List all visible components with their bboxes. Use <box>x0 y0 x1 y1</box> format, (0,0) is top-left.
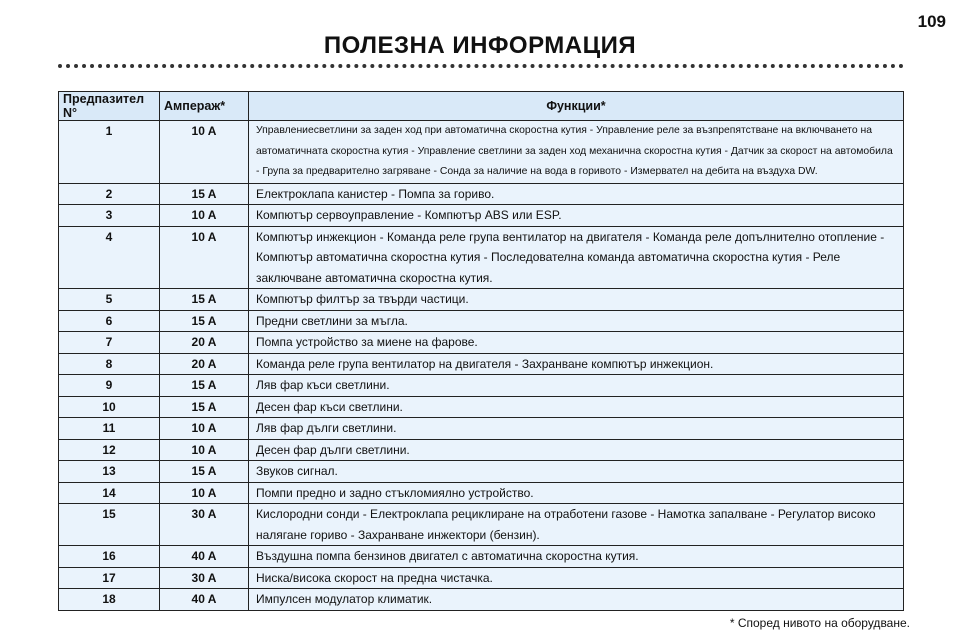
function-cell: Ниска/висока скорост на предна чистачка. <box>249 567 904 589</box>
function-cell: Десен фар дълги светлини. <box>249 439 904 461</box>
table-row <box>59 546 904 568</box>
function-cell: Звуков сигнал. <box>249 461 904 483</box>
fuse-number-cell: 7 <box>59 332 160 354</box>
amperage-cell: 10 A <box>160 482 249 504</box>
title-divider <box>58 64 904 68</box>
fuse-number-cell: 17 <box>59 567 160 589</box>
amperage-cell: 10 A <box>160 205 249 227</box>
fuse-number-cell: 13 <box>59 461 160 483</box>
table-row <box>59 183 904 205</box>
function-cell: Управлениесветлини за заден ход при автоматична скоростна кутия - Управление реле за възпрепятстване на включването на автоматичната скоростна кутия - Управление светлини за заден ход механична скоростна кутия - Датчик за скорост на автомобила - Група за предварително загряване - Сонда за наличие на вода в горивото - Измервател на дебита на въздуха DW. <box>249 121 904 184</box>
fuse-number-cell: 15 <box>59 504 160 546</box>
header-amperage: Ампераж* <box>160 92 249 121</box>
function-cell: Импулсен модулатор климатик. <box>249 589 904 611</box>
fuse-number-cell: 4 <box>59 226 160 289</box>
function-cell: Десен фар къси светлини. <box>249 396 904 418</box>
footnote: * Според нивото на оборудване. <box>729 616 910 630</box>
table-row <box>59 461 904 483</box>
table-row <box>59 121 904 184</box>
amperage-cell: 15 A <box>160 310 249 332</box>
fuse-number-cell: 5 <box>59 289 160 311</box>
table-row <box>59 418 904 440</box>
table-body <box>59 121 904 611</box>
table-row <box>59 226 904 289</box>
amperage-cell: 30 A <box>160 504 249 546</box>
function-cell: Компютър инжекцион - Команда реле група вентилатор на двигателя - Команда реле допълнително отопление - Компютър автоматична скоростна кутия - Последователна команда автоматична скоростна кутия - Реле заключване автоматична скоростна кутия. <box>249 226 904 289</box>
header-fuse-number: Предпазител N° <box>59 92 160 121</box>
function-cell: Компютър сервоуправление - Компютър ABS или ESP. <box>249 205 904 227</box>
amperage-cell: 15 A <box>160 375 249 397</box>
amperage-cell: 15 A <box>160 461 249 483</box>
fuse-table <box>58 91 904 611</box>
amperage-cell: 30 A <box>160 567 249 589</box>
function-cell: Кислородни сонди - Електроклапа рециклиране на отработени газове - Намотка запалване - Регулатор високо налягане гориво - Захранване инжектори (бензин). <box>249 504 904 546</box>
function-cell: Ляв фар къси светлини. <box>249 375 904 397</box>
fuse-number-cell: 11 <box>59 418 160 440</box>
table-row <box>59 567 904 589</box>
amperage-cell: 15 A <box>160 183 249 205</box>
table-row <box>59 439 904 461</box>
fuse-number-cell: 8 <box>59 353 160 375</box>
function-cell: Електроклапа канистер - Помпа за гориво. <box>249 183 904 205</box>
fuse-number-cell: 10 <box>59 396 160 418</box>
fuse-number-cell: 12 <box>59 439 160 461</box>
function-cell: Компютър филтър за твърди частици. <box>249 289 904 311</box>
amperage-cell: 10 A <box>160 226 249 289</box>
fuse-number-cell: 9 <box>59 375 160 397</box>
fuse-number-cell: 18 <box>59 589 160 611</box>
amperage-cell: 20 A <box>160 332 249 354</box>
function-cell: Помпа устройство за миене на фарове. <box>249 332 904 354</box>
table-row <box>59 375 904 397</box>
table-row <box>59 589 904 611</box>
table-header-row <box>59 92 904 121</box>
table-row <box>59 482 904 504</box>
amperage-cell: 15 A <box>160 289 249 311</box>
table-row <box>59 289 904 311</box>
table-row <box>59 205 904 227</box>
fuse-number-cell: 3 <box>59 205 160 227</box>
amperage-cell: 10 A <box>160 418 249 440</box>
function-cell: Предни светлини за мъгла. <box>249 310 904 332</box>
fuse-number-cell: 14 <box>59 482 160 504</box>
amperage-cell: 10 A <box>160 439 249 461</box>
amperage-cell: 10 A <box>160 121 249 184</box>
function-cell: Помпи предно и задно стъкломиялно устройство. <box>249 482 904 504</box>
table-row <box>59 332 904 354</box>
table-row <box>59 504 904 546</box>
page-title: ПОЛЕЗНА ИНФОРМАЦИЯ <box>323 32 637 59</box>
fuse-number-cell: 6 <box>59 310 160 332</box>
fuse-number-cell: 1 <box>59 121 160 184</box>
fuse-number-cell: 16 <box>59 546 160 568</box>
amperage-cell: 40 A <box>160 589 249 611</box>
table-row <box>59 310 904 332</box>
table-row <box>59 396 904 418</box>
table-row <box>59 353 904 375</box>
function-cell: Въздушна помпа бензинов двигател с автоматична скоростна кутия. <box>249 546 904 568</box>
header-functions: Функции* <box>249 92 904 121</box>
page-number: 109 <box>917 12 946 31</box>
amperage-cell: 40 A <box>160 546 249 568</box>
amperage-cell: 20 A <box>160 353 249 375</box>
function-cell: Команда реле група вентилатор на двигателя - Захранване компютър инжекцион. <box>249 353 904 375</box>
amperage-cell: 15 A <box>160 396 249 418</box>
function-cell: Ляв фар дълги светлини. <box>249 418 904 440</box>
fuse-number-cell: 2 <box>59 183 160 205</box>
